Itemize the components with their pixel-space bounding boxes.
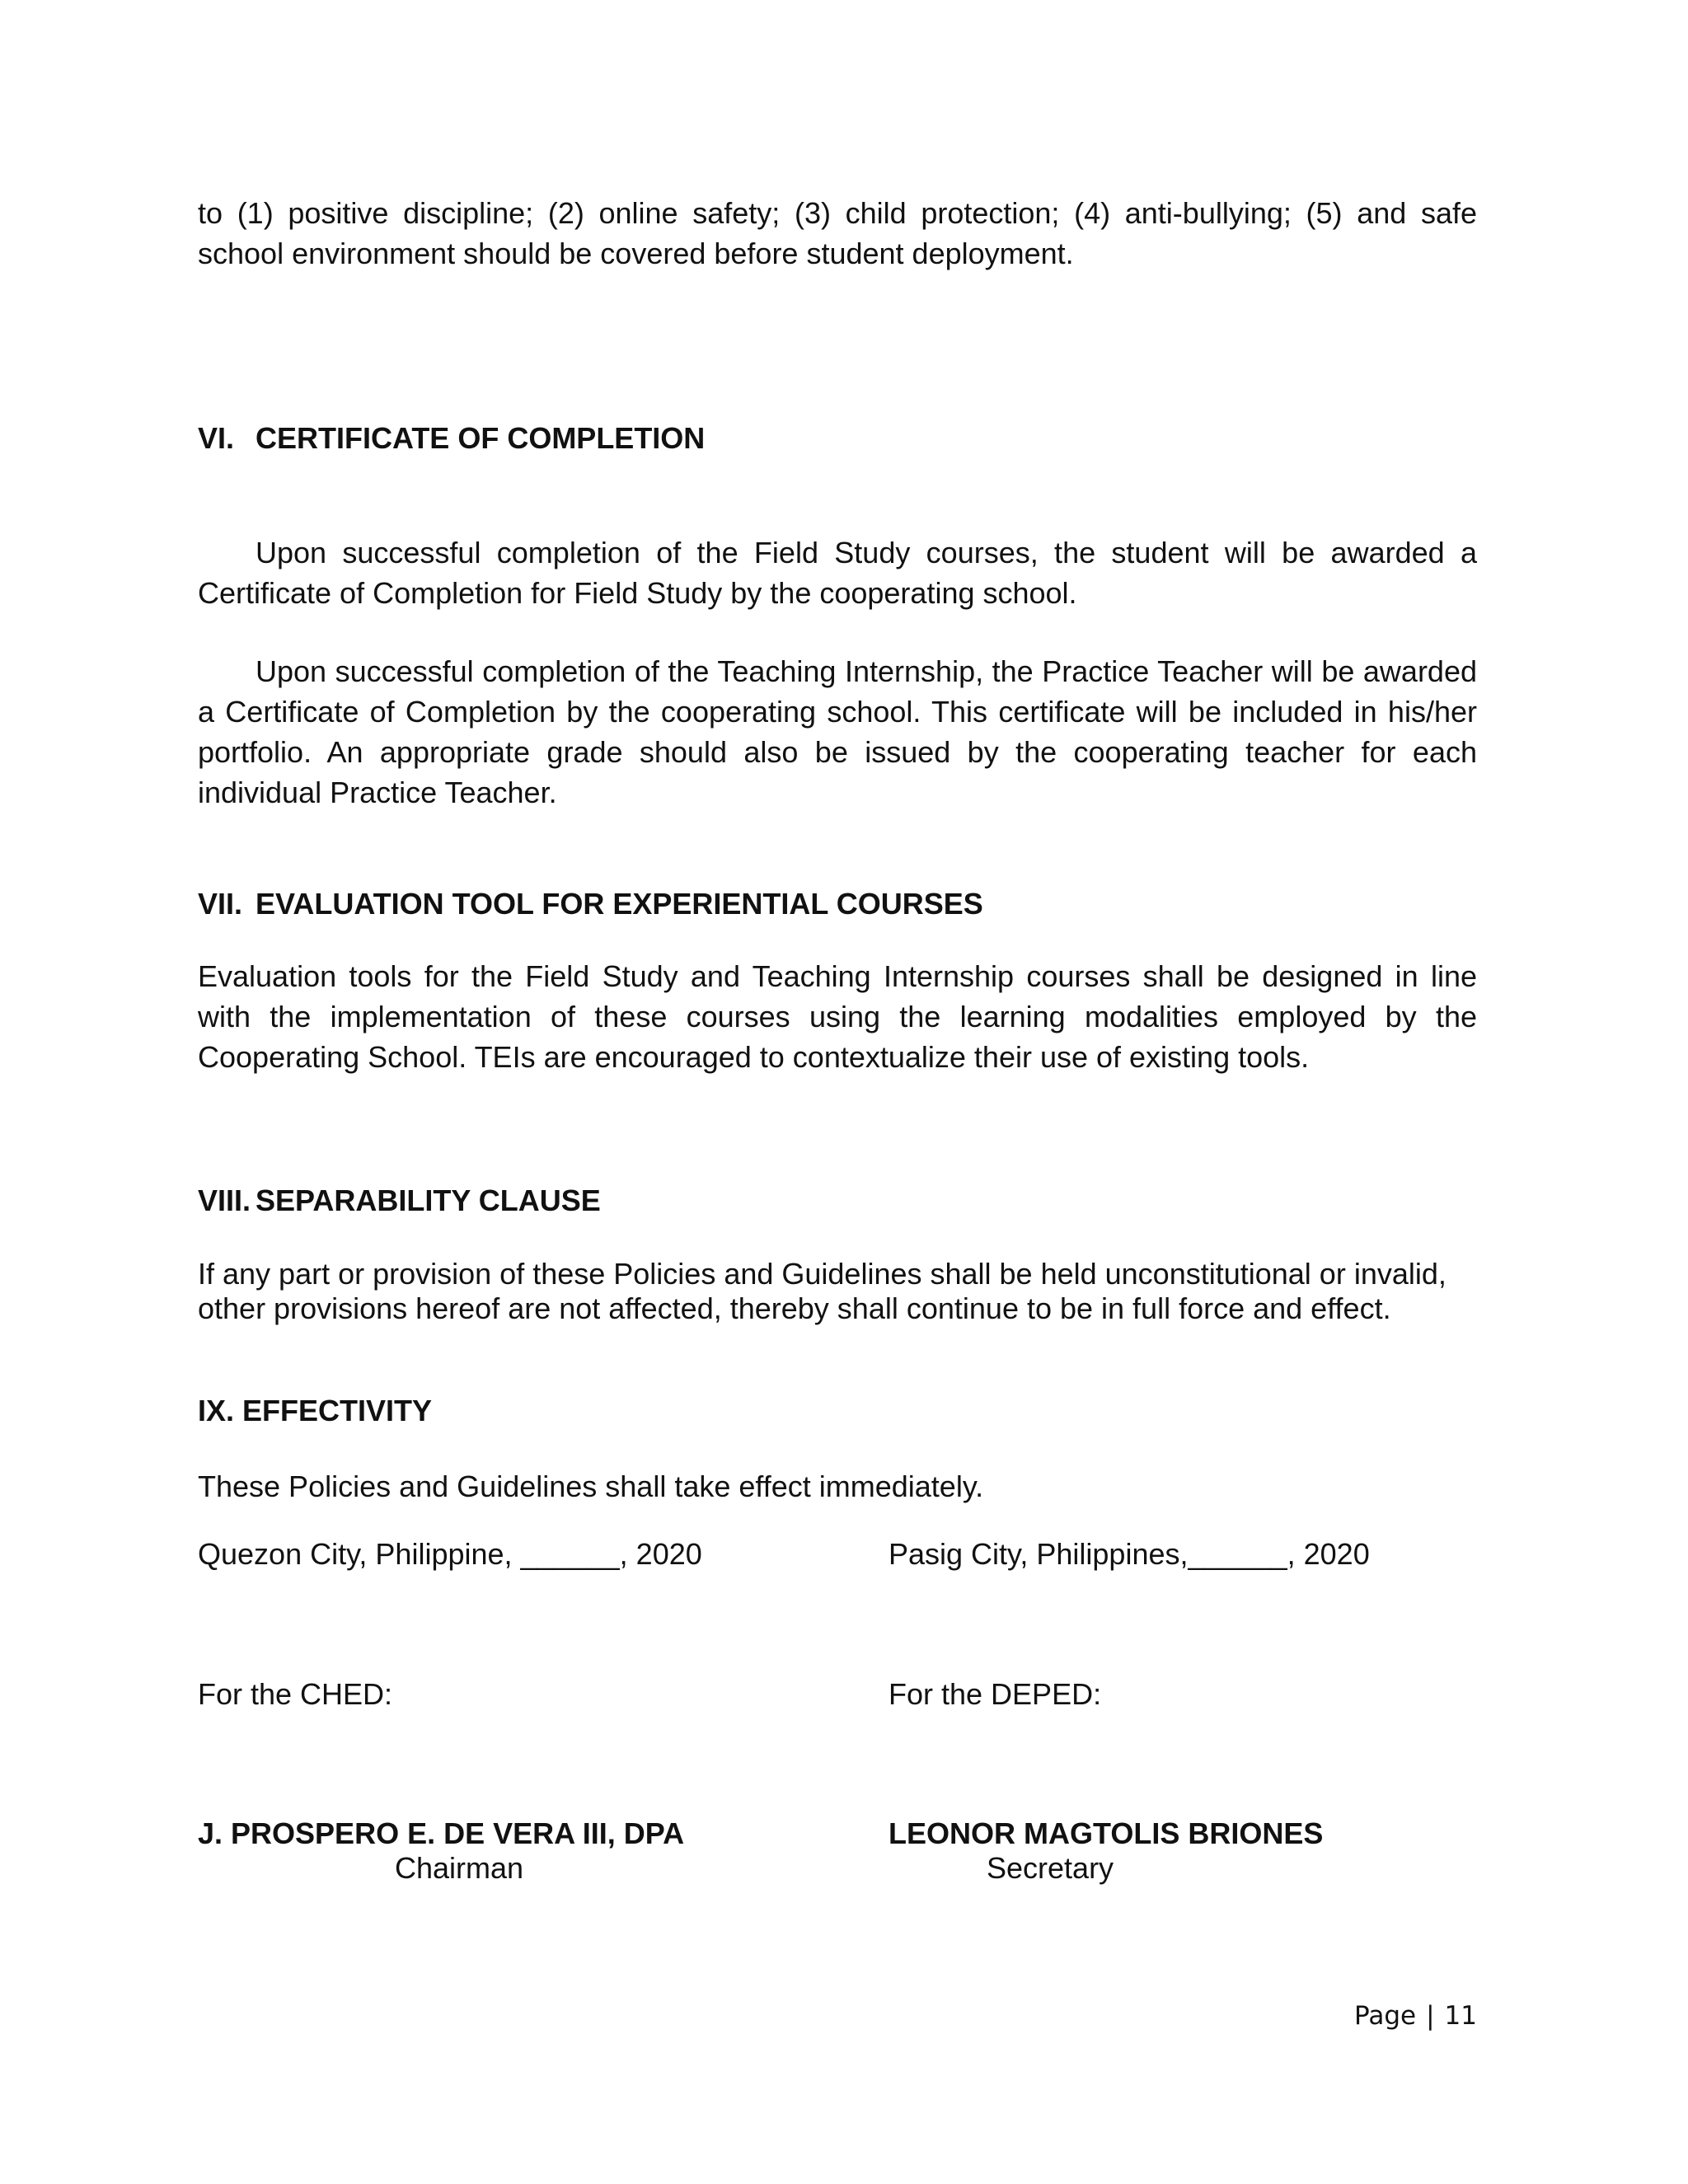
effectivity-paragraph: These Policies and Guidelines shall take effect immediately. [198, 1469, 984, 1503]
section-title: SEPARABILITY CLAUSE [256, 1183, 601, 1217]
section-heading-viii [198, 1183, 601, 1219]
left-signatory-title: Chairman [395, 1851, 524, 1885]
left-place-date: Quezon City, Philippine, ______, 2020 [198, 1537, 702, 1571]
page-footer [1354, 1999, 1477, 2032]
section-heading-vi [198, 420, 705, 457]
page-label: Page [1354, 2001, 1417, 2031]
page-separator: | [1426, 2001, 1435, 2031]
section-number: VIII. [198, 1183, 251, 1217]
section-heading-vii [198, 886, 983, 922]
separability-paragraph: If any part or provision of these Policies and Guidelines shall be held unconstitutional or invalid, other provisions hereof are not affected, thereby shall continue to be in full force and effect. [198, 1257, 1447, 1325]
section-title: CERTIFICATE OF COMPLETION [256, 421, 706, 455]
left-for-label: For the CHED: [198, 1677, 393, 1711]
section-number: VII. [198, 887, 243, 921]
certificate-paragraph-2: Upon successful completion of the Teaching Internship, the Practice Teacher will be awarded a Certificate of Completion by the cooperating school. This certificate will be included in his/her portfolio. An appropriate grade should also be issued by the cooperating teacher for each individual Practice Teacher. [198, 654, 1477, 809]
certificate-paragraph-1: Upon successful completion of the Field Study courses, the student will be awarded a Certificate of Completion for Field Study by the cooperating school. [198, 536, 1477, 610]
right-signatory-title: Secretary [987, 1851, 1114, 1885]
right-signatory-name: LEONOR MAGTOLIS BRIONES [889, 1816, 1324, 1850]
right-place-date: Pasig City, Philippines,______, 2020 [889, 1537, 1370, 1571]
right-for-label: For the DEPED: [889, 1677, 1102, 1711]
intro-paragraph: to (1) positive discipline; (2) online safety; (3) child protection; (4) anti-bullying; (5) and safe school environment should be covered before student deployment. [198, 196, 1477, 270]
section-title: EVALUATION TOOL FOR EXPERIENTIAL COURSES [256, 887, 983, 921]
section-heading-ix [198, 1393, 432, 1429]
evaluation-paragraph: Evaluation tools for the Field Study and Teaching Internship courses shall be designed in line with the implementation of these courses using the learning modalities employed by the Cooperating School. TEIs are encouraged to contextualize their use of existing tools. [198, 959, 1477, 1074]
section-number: IX. [198, 1394, 235, 1427]
left-signatory-name: J. PROSPERO E. DE VERA III, DPA [198, 1816, 685, 1850]
section-title: EFFECTIVITY [242, 1394, 433, 1427]
section-number: VI. [198, 421, 235, 455]
page-number: 11 [1444, 2001, 1477, 2031]
